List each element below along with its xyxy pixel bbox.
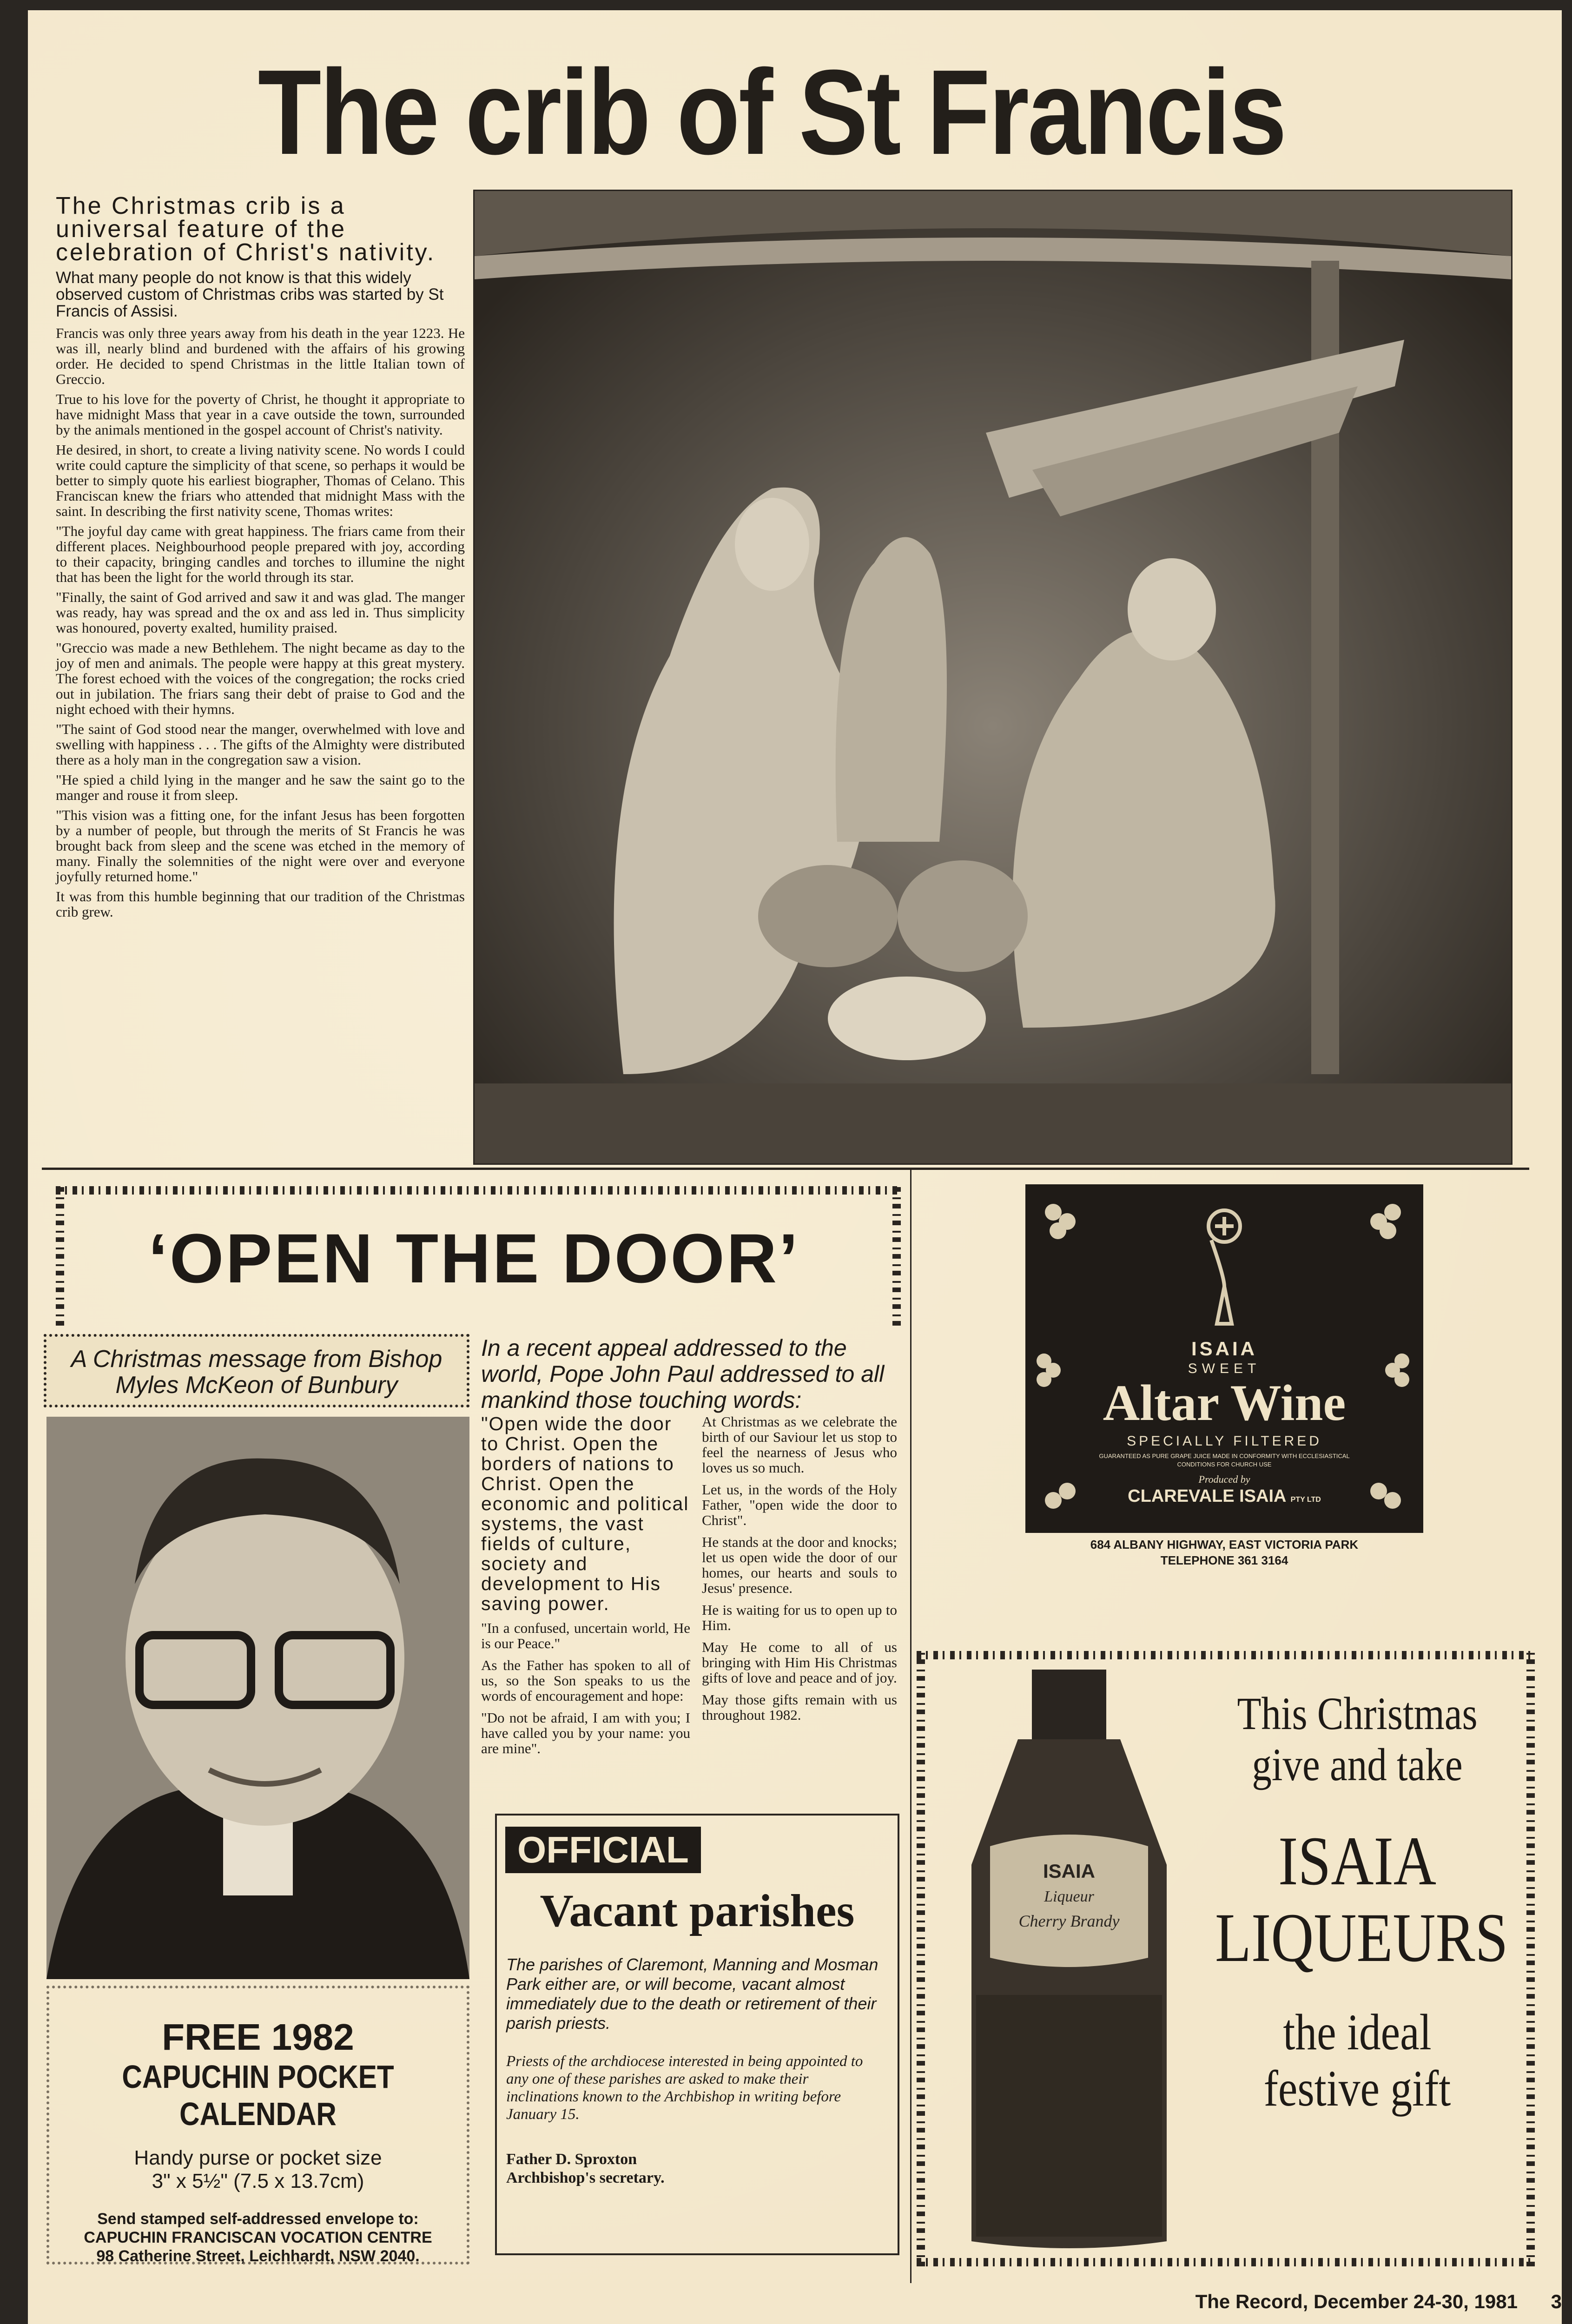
message-paragraph: Let us, in the words of the Holy Father, "open wide the door to Christ".	[702, 1481, 897, 1528]
liqueur-line: This Christmas	[1237, 1688, 1478, 1739]
bottle-flavor: Cherry Brandy	[1018, 1912, 1120, 1930]
wine-filtered: SPECIALLY FILTERED	[1127, 1433, 1322, 1449]
message-paragraph: "Do not be afraid, I am with you; I have called you by your name: you are mine".	[481, 1710, 690, 1756]
liqueur-border-left	[917, 1651, 925, 2266]
article-paragraph: It was from this humble beginning that our tradition of the Christmas crib grew.	[56, 888, 465, 920]
liqueur-border-bottom	[917, 2258, 1535, 2266]
page-number: 3	[1551, 2291, 1562, 2312]
official-signature-title: Archbishop's secretary.	[506, 2169, 665, 2186]
article-paragraph: "He spied a child lying in the manger and he saw the saint go to the manger and rouse it from sleep.	[56, 772, 465, 803]
calendar-desc: Handy purse or pocket size	[134, 2146, 382, 2169]
cherry-brandy-bottle-image	[948, 1670, 1190, 2255]
message-paragraph: May He come to all of us bringing with Him His Christmas gifts of love and peace and of joy.	[702, 1639, 897, 1686]
article-paragraph: "The joyful day came with great happiness. The friars came from their different places. Neighbourhood people prepared with joy, according to their capacity, bringing candles and torches to illumine the night that has been the light for the world through its star.	[56, 523, 465, 585]
official-notice	[495, 1814, 899, 2255]
message-column-2	[702, 1414, 897, 1729]
nativity-photo	[473, 190, 1513, 1165]
section-divider	[42, 1168, 1529, 1170]
message-paragraph: May those gifts remain with us throughout 1982.	[702, 1691, 897, 1723]
wine-company-pty: PTY LTD	[1290, 1496, 1321, 1504]
official-tag: OFFICIAL	[505, 1827, 701, 1873]
pope-appeal-intro: In a recent appeal addressed to the world, Pope John Paul addressed to all mankind those touching words:	[481, 1335, 885, 1413]
message-paragraph: As the Father has spoken to all of us, so the Son speaks to us the words of encouragement and hope:	[481, 1657, 690, 1704]
official-paragraph: Priests of the archdiocese interested in being appointed to any one of these parishes are asked to make their inclinations known to the Archbishop in writing before January 15.	[506, 2053, 863, 2123]
message-paragraph: He stands at the door and knocks; let us open wide the door of our homes, our hearts and souls to Jesus' presence.	[702, 1534, 897, 1596]
newspaper-page	[28, 10, 1562, 2324]
wine-company-name: CLAREVALE ISAIA	[1128, 1486, 1286, 1506]
bottle-type: Liqueur	[1044, 1888, 1094, 1905]
wine-phone: TELEPHONE 361 3164	[1160, 1553, 1288, 1567]
bottle-brand: ISAIA	[1043, 1860, 1095, 1882]
liqueur-line: give and take	[1252, 1739, 1463, 1790]
headline: The crib of St Francis	[258, 45, 1286, 180]
bishop-photo	[46, 1417, 469, 1979]
bishop-byline: A Christmas message from Bishop Myles McKeon of Bunbury	[44, 1334, 469, 1407]
calendar-title: FREE 1982	[162, 2016, 354, 2058]
message-paragraph: He is waiting for us to open up to Him.	[702, 1602, 897, 1633]
calendar-address: 98 Catherine Street, Leichhardt, NSW 2040.	[96, 2247, 420, 2265]
altar-wine-ad	[1025, 1184, 1423, 1533]
wine-address: 684 ALBANY HIGHWAY, EAST VICTORIA PARK	[1090, 1538, 1359, 1552]
liqueur-line: festive gift	[1263, 2060, 1451, 2117]
open-the-door-title: ‘OPEN THE DOOR’	[148, 1219, 800, 1297]
article-paragraph: "Finally, the saint of God arrived and saw it and was glad. The manger was ready, hay was spread and the ox and ass led in. Thus simplicity was honoured, poverty exalted, humility praised.	[56, 589, 465, 636]
liqueur-bottle	[948, 1670, 1190, 2255]
wine-company	[1025, 1486, 1423, 1506]
bishop-portrait-image	[46, 1417, 469, 1979]
article-lead: The Christmas crib is a universal feature of the celebration of Christ's nativity.	[56, 192, 436, 266]
calendar-subtitle: CAPUCHIN POCKET CALENDAR	[122, 2059, 394, 2132]
official-paragraph: The parishes of Claremont, Manning and Mosman Park either are, or will become, vacant almost immediately due to the death or retirement of their parish priests.	[506, 1955, 878, 2033]
message-paragraph: At Christmas as we celebrate the birth of our Saviour let us stop to feel the nearness of Jesus who loves us so much.	[702, 1413, 897, 1476]
calendar-size: 3" x 5½" (7.5 x 13.7cm)	[152, 2170, 364, 2192]
message-column-1	[481, 1414, 690, 1763]
liqueur-brand: ISAIA	[1278, 1822, 1436, 1900]
publication-date: The Record, December 24-30, 1981	[1195, 2291, 1518, 2312]
article-subhead: What many people do not know is that this widely observed custom of Christmas cribs was started by St Francis of Assisi.	[56, 269, 444, 320]
wine-product: Altar Wine	[1103, 1374, 1346, 1431]
crib-article	[56, 194, 465, 924]
wine-brand: ISAIA	[1191, 1338, 1257, 1360]
calendar-centre: CAPUCHIN FRANCISCAN VOCATION CENTRE	[84, 2229, 432, 2246]
article-paragraph: "Greccio was made a new Bethlehem. The night became as day to the joy of men and animals. The people were happy at this great mystery. The forest echoed with the voices of the congregation; the rocks cried out in jubilation. The friars sang their debt of praise to God and the night echoed with their hymns.	[56, 640, 465, 717]
calendar-offer-box	[46, 1986, 469, 2265]
article-paragraph: He desired, in short, to create a living nativity scene. No words I could write could capture the simplicity of that scene, so perhaps it would be better to simply quote his earliest biographer, Thomas of Celano. This Franciscan knew the friars who attended that midnight Mass with the saint. In describing the first nativity scene, Thomas writes:	[56, 442, 465, 519]
calendar-send: Send stamped self-addressed envelope to:	[97, 2210, 419, 2228]
wine-sweet: SWEET	[1188, 1361, 1261, 1376]
article-paragraph: "The saint of God stood near the manger, overwhelmed with love and swelling with happiness . . . The gifts of the Almighty were distributed there as a holy man in the congregation saw a vision.	[56, 721, 465, 768]
liqueur-line: the ideal	[1283, 2004, 1432, 2060]
article-paragraph: "This vision was a fitting one, for the infant Jesus has been forgotten by a number of people, but through the merits of St Francis he was brought back from sleep and the scene was etched in the memory of many. Finally the solemnities of the night were over and everyone joyfully returned home."	[56, 807, 465, 885]
liqueur-border-right	[1526, 1651, 1535, 2266]
liqueur-product: LIQUEURS	[1215, 1899, 1508, 1976]
official-signature: Father D. Sproxton	[506, 2151, 637, 2168]
liqueur-copy	[1190, 1688, 1525, 2117]
wine-contact	[1025, 1537, 1423, 1568]
message-paragraph: "Open wide the door to Christ. Open the borders of nations to Christ. Open the economic and political systems, the vast fields of culture, society and development to His saving power.	[481, 1413, 689, 1614]
vine-border-right	[892, 1186, 901, 1326]
column-divider	[910, 1168, 911, 2283]
message-paragraph: "In a confused, uncertain world, He is our Peace."	[481, 1620, 690, 1651]
article-paragraph: Francis was only three years away from his death in the year 1223. He was ill, nearly blind and burdened with the affairs of his growing order. He decided to spend Christmas in the little Italian town of Greccio.	[56, 325, 465, 387]
liqueur-border-top	[917, 1651, 1535, 1659]
vine-border-left	[56, 1186, 64, 1326]
official-title: Vacant parishes	[540, 1885, 855, 1936]
nativity-scene-image	[475, 191, 1511, 1163]
page-footer	[1097, 2291, 1562, 2313]
wine-guarantee: GUARANTEED AS PURE GRAPE JUICE MADE IN CONFORMITY WITH ECCLESIASTICAL CONDITIONS FOR CHURCH USE	[1099, 1452, 1350, 1468]
vine-border-top	[56, 1186, 902, 1195]
wine-produced-by: Produced by	[1198, 1473, 1250, 1485]
article-paragraph: True to his love for the poverty of Christ, he thought it appropriate to have midnight Mass that year in a cave outside the town, surrounded by the animals mentioned in the gospel account of Christ's nativity.	[56, 391, 465, 438]
